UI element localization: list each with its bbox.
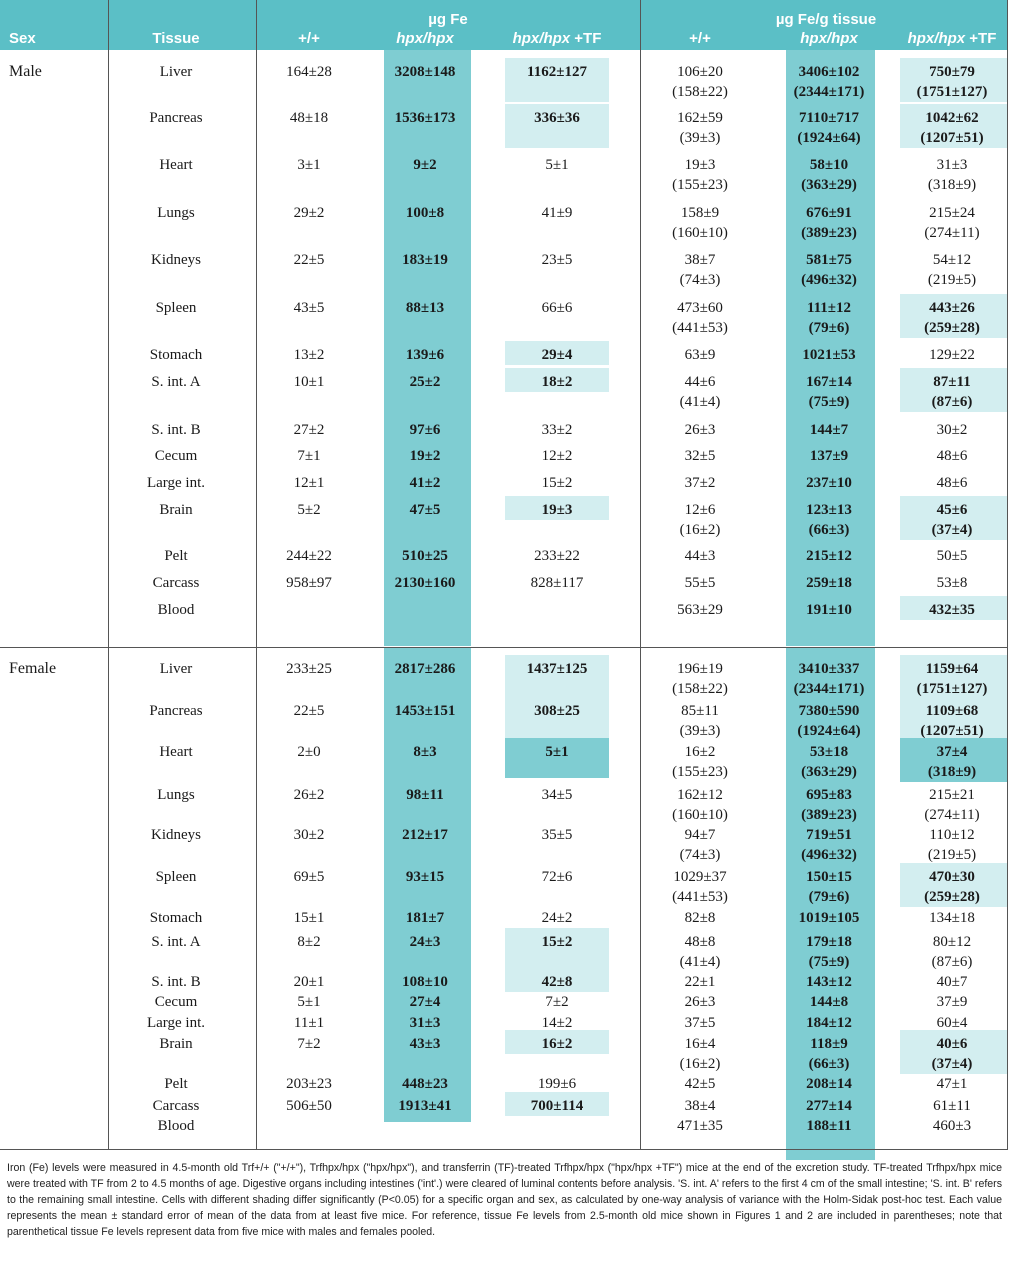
reference-value-cell: (87±6) [931, 394, 973, 410]
reference-value-cell: (155±23) [672, 764, 728, 780]
value-cell: 44±6 [684, 374, 716, 390]
value-cell: 137±9 [809, 448, 849, 464]
value-cell: 215±24 [929, 205, 975, 221]
tissue-label: Carcass [152, 1098, 200, 1114]
value-cell: 27±4 [409, 994, 441, 1010]
value-cell: 470±30 [929, 869, 975, 885]
value-cell: 7110±717 [799, 110, 859, 126]
value-cell: 20±1 [293, 974, 325, 990]
tissue-label: Stomach [149, 910, 203, 926]
value-cell: 48±6 [936, 475, 968, 491]
tissue-label: Pelt [164, 548, 188, 564]
value-cell: 12±2 [541, 448, 573, 464]
tissue-label: Large int. [146, 1015, 206, 1031]
value-cell: 259±18 [806, 575, 852, 591]
value-cell: 40±6 [936, 1036, 968, 1052]
header-tissue: Tissue [152, 30, 200, 47]
reference-value-cell: (363±29) [801, 177, 857, 193]
reference-value-cell: (160±10) [672, 225, 728, 241]
value-cell: 41±9 [541, 205, 573, 221]
reference-value-cell: (37±4) [931, 522, 973, 538]
divider-tissue [256, 0, 257, 1150]
value-cell: 123±13 [806, 502, 852, 518]
tissue-label: Lungs [157, 205, 195, 221]
value-cell: 563±29 [677, 602, 723, 618]
value-cell: 958±97 [286, 575, 332, 591]
reference-value-cell: (318±9) [927, 764, 977, 780]
value-cell: 72±6 [541, 869, 573, 885]
value-cell: 55±5 [684, 575, 716, 591]
value-cell: 3±1 [297, 157, 321, 173]
reference-value-cell: (1207±51) [920, 723, 984, 739]
value-cell: 277±14 [806, 1098, 852, 1114]
reference-value-cell: (274±11) [924, 225, 980, 241]
value-cell: 11±1 [293, 1015, 325, 1031]
value-cell: 1109±68 [925, 703, 979, 719]
value-cell: 23±5 [541, 252, 573, 268]
value-cell: 13±2 [293, 347, 325, 363]
value-cell: 34±5 [541, 787, 573, 803]
value-cell: 3208±148 [394, 64, 456, 80]
sex-label: Male [9, 63, 42, 80]
value-cell: 19±3 [684, 157, 716, 173]
value-cell: 129±22 [929, 347, 975, 363]
reference-value-cell: (87±6) [931, 954, 973, 970]
header-g-wt: +/+ [689, 30, 711, 47]
value-cell: 7±1 [297, 448, 321, 464]
value-cell: 2817±286 [394, 661, 456, 677]
value-cell: 139±6 [405, 347, 445, 363]
reference-value-cell: (259±28) [924, 889, 980, 905]
value-cell: 237±10 [806, 475, 852, 491]
value-cell: 581±75 [806, 252, 852, 268]
value-cell: 53±8 [936, 575, 968, 591]
reference-value-cell: (496±32) [801, 847, 857, 863]
value-cell: 828±117 [530, 575, 584, 591]
value-cell: 33±2 [541, 422, 573, 438]
reference-value-cell: (1924±64) [797, 723, 861, 739]
divider-bottom [0, 1149, 1008, 1150]
value-cell: 162±59 [677, 110, 723, 126]
value-cell: 38±7 [684, 252, 716, 268]
header-group-fe: µg Fe [428, 11, 468, 28]
value-cell: 27±2 [293, 422, 325, 438]
value-cell: 158±9 [680, 205, 720, 221]
tissue-label: Spleen [155, 300, 197, 316]
value-cell: 134±18 [929, 910, 975, 926]
value-cell: 48±8 [684, 934, 716, 950]
value-cell: 85±11 [681, 703, 719, 719]
reference-value-cell: (219±5) [927, 272, 977, 288]
sex-label: Female [9, 660, 57, 677]
value-cell: 37±9 [936, 994, 968, 1010]
value-cell: 66±6 [541, 300, 573, 316]
reference-value-cell: (2344±171) [793, 84, 865, 100]
value-cell: 15±1 [293, 910, 325, 926]
value-cell: 432±35 [929, 602, 975, 618]
value-cell: 26±3 [684, 994, 716, 1010]
value-cell: 118±9 [810, 1036, 848, 1052]
value-cell: 7±2 [545, 994, 569, 1010]
reference-value-cell: (363±29) [801, 764, 857, 780]
value-cell: 35±5 [541, 827, 573, 843]
value-cell: 9±2 [413, 157, 437, 173]
header-group-fe-per-g: µg Fe/g tissue [775, 11, 877, 28]
value-cell: 750±79 [929, 64, 975, 80]
value-cell: 443±26 [929, 300, 975, 316]
value-cell: 45±6 [936, 502, 968, 518]
value-cell: 5±2 [297, 502, 321, 518]
value-cell: 108±10 [402, 974, 448, 990]
reference-value-cell: (37±4) [931, 1056, 973, 1072]
value-cell: 215±21 [929, 787, 975, 803]
value-cell: 5±1 [545, 744, 569, 760]
value-cell: 53±18 [809, 744, 849, 760]
value-cell: 22±1 [684, 974, 716, 990]
tissue-label: S. int. A [151, 374, 201, 390]
value-cell: 25±2 [409, 374, 441, 390]
value-cell: 15±2 [541, 475, 573, 491]
value-cell: 2130±160 [394, 575, 456, 591]
reference-value-cell: (75±9) [808, 954, 850, 970]
value-cell: 88±13 [405, 300, 445, 316]
value-cell: 15±2 [541, 934, 573, 950]
reference-value-cell: (496±32) [801, 272, 857, 288]
value-cell: 1159±64 [925, 661, 979, 677]
value-cell: 110±12 [929, 827, 975, 843]
value-cell: 100±8 [405, 205, 445, 221]
value-cell: 164±28 [286, 64, 332, 80]
tissue-label: Cecum [154, 994, 198, 1010]
divider-right [1007, 0, 1008, 1150]
value-cell: 448±23 [402, 1076, 448, 1092]
value-cell: 19±2 [409, 448, 441, 464]
reference-value-cell: (158±22) [672, 681, 728, 697]
value-cell: 473±60 [677, 300, 723, 316]
reference-value-cell: (318±9) [927, 177, 977, 193]
value-cell: 167±14 [806, 374, 852, 390]
value-cell: 8±3 [413, 744, 437, 760]
reference-value-cell: (1751±127) [916, 681, 988, 697]
value-cell: 16±2 [684, 744, 716, 760]
tissue-label: Heart [159, 744, 193, 760]
tissue-label: Carcass [152, 575, 200, 591]
value-cell: 12±1 [293, 475, 325, 491]
reference-value-cell: (1751±127) [916, 84, 988, 100]
value-cell: 60±4 [936, 1015, 968, 1031]
value-cell: 208±14 [806, 1076, 852, 1092]
divider-sex [108, 0, 109, 1150]
value-cell: 3410±337 [798, 661, 860, 677]
value-cell: 47±1 [936, 1076, 968, 1092]
reference-value-cell: (160±10) [672, 807, 728, 823]
value-cell: 22±5 [293, 703, 325, 719]
reference-value-cell: (74±3) [679, 272, 721, 288]
value-cell: 50±5 [936, 548, 968, 564]
value-cell: 162±12 [677, 787, 723, 803]
value-cell: 48±18 [289, 110, 329, 126]
value-cell: 24±2 [541, 910, 573, 926]
value-cell: 510±25 [402, 548, 448, 564]
value-cell: 506±50 [286, 1098, 332, 1114]
value-cell: 471±35 [677, 1118, 723, 1134]
value-cell: 181±7 [405, 910, 445, 926]
divider-groups [640, 0, 641, 1150]
reference-value-cell: (1207±51) [920, 130, 984, 146]
value-cell: 18±2 [541, 374, 573, 390]
value-cell: 37±2 [684, 475, 716, 491]
value-cell: 26±3 [684, 422, 716, 438]
value-cell: 47±5 [409, 502, 441, 518]
value-cell: 7±2 [297, 1036, 321, 1052]
value-cell: 1042±62 [925, 110, 979, 126]
value-cell: 2±0 [297, 744, 321, 760]
value-cell: 58±10 [809, 157, 849, 173]
tissue-label: Heart [159, 157, 193, 173]
reference-value-cell: (39±3) [679, 130, 721, 146]
value-cell: 41±2 [409, 475, 441, 491]
value-cell: 40±7 [936, 974, 968, 990]
tissue-label: Stomach [149, 347, 203, 363]
value-cell: 43±5 [293, 300, 325, 316]
value-cell: 31±3 [936, 157, 968, 173]
value-cell: 1437±125 [526, 661, 588, 677]
reference-value-cell: (441±53) [672, 320, 728, 336]
value-cell: 19±3 [541, 502, 573, 518]
header-g-hpx: hpx/hpx [800, 30, 858, 47]
value-cell: 29±2 [293, 205, 325, 221]
reference-value-cell: (79±6) [808, 320, 850, 336]
value-cell: 212±17 [402, 827, 448, 843]
header-sex: Sex [9, 30, 36, 47]
value-cell: 1162±127 [527, 64, 587, 80]
value-cell: 12±6 [684, 502, 716, 518]
value-cell: 30±2 [936, 422, 968, 438]
tissue-label: S. int. B [151, 422, 201, 438]
header-g-hpx-tf: hpx/hpx +TF [907, 30, 997, 47]
value-cell: 22±5 [293, 252, 325, 268]
value-cell: 111±12 [806, 300, 852, 316]
table-footnote: Iron (Fe) levels were measured in 4.5-month old Trf+/+ ("+/+"), Trfhpx/hpx ("hpx/hpx"), and transferrin (TF)-treated Trfhpx/hpx ("hpx/hpx +TF") mice at the end of the excretion study. TF-treated Trfhpx/hpx mice were treated with TF from 2 to 4.5 months of age. Digestive organs including intestines ('int'.) were cleared of luminal contents before analysis. 'S. int. A' refers to the first 4 cm of the small intestine; 'S. int. B' refers to the remaining small intestine. Cells with different shading differ significantly (P<0.05) for a specific organ and sex, as calculated by one-way analysis of variance with the Holm-Sidak post-hoc test. Each value represents the mean ± standard error of mean of the data from at least five mice. For reference, tissue Fe levels from 2.5-month old mice shown in Figures 1 and 2 are included in parentheses; note that parenthetical tissue Fe levels represent data from five mice with males and females pooled. [7, 1162, 1002, 1238]
reference-value-cell: (74±3) [679, 847, 721, 863]
value-cell: 1019±105 [798, 910, 860, 926]
value-cell: 700±114 [530, 1098, 584, 1114]
reference-value-cell: (16±2) [679, 522, 721, 538]
value-cell: 143±12 [806, 974, 852, 990]
reference-value-cell: (79±6) [808, 889, 850, 905]
tissue-label: Cecum [154, 448, 198, 464]
reference-value-cell: (1924±64) [797, 130, 861, 146]
value-cell: 106±20 [677, 64, 723, 80]
tissue-label: Large int. [146, 475, 206, 491]
value-cell: 37±4 [936, 744, 968, 760]
value-cell: 97±6 [409, 422, 441, 438]
reference-value-cell: (41±4) [679, 394, 721, 410]
tissue-label: Liver [159, 64, 193, 80]
value-cell: 244±22 [286, 548, 332, 564]
value-cell: 7380±590 [798, 703, 860, 719]
value-cell: 8±2 [297, 934, 321, 950]
value-cell: 1913±41 [398, 1098, 452, 1114]
value-cell: 179±18 [806, 934, 852, 950]
value-cell: 460±3 [932, 1118, 972, 1134]
tissue-label: Liver [159, 661, 193, 677]
tissue-label: Spleen [155, 869, 197, 885]
value-cell: 183±19 [402, 252, 448, 268]
value-cell: 54±12 [932, 252, 972, 268]
reference-value-cell: (259±28) [924, 320, 980, 336]
value-cell: 3406±102 [798, 64, 860, 80]
value-cell: 30±2 [293, 827, 325, 843]
value-cell: 1021±53 [802, 347, 856, 363]
tissue-label: Pancreas [149, 703, 203, 719]
reference-value-cell: (158±22) [672, 84, 728, 100]
tissue-label: Brain [159, 1036, 193, 1052]
value-cell: 98±11 [406, 787, 444, 803]
reference-value-cell: (2344±171) [793, 681, 865, 697]
value-cell: 188±11 [806, 1118, 852, 1134]
value-cell: 80±12 [932, 934, 972, 950]
reference-value-cell: (441±53) [672, 889, 728, 905]
value-cell: 63±9 [684, 347, 716, 363]
value-cell: 10±1 [293, 374, 325, 390]
value-cell: 233±25 [286, 661, 332, 677]
value-cell: 24±3 [409, 934, 441, 950]
reference-value-cell: (389±23) [801, 225, 857, 241]
value-cell: 44±3 [684, 548, 716, 564]
tissue-label: Pancreas [149, 110, 203, 126]
value-cell: 191±10 [806, 602, 852, 618]
value-cell: 43±3 [409, 1036, 441, 1052]
value-cell: 1453±151 [394, 703, 456, 719]
tissue-label: S. int. B [151, 974, 201, 990]
value-cell: 196±19 [677, 661, 723, 677]
value-cell: 144±8 [809, 994, 849, 1010]
reference-value-cell: (66±3) [808, 522, 850, 538]
value-cell: 82±8 [684, 910, 716, 926]
value-cell: 32±5 [684, 448, 716, 464]
tissue-label: Blood [157, 602, 195, 618]
reference-value-cell: (274±11) [924, 807, 980, 823]
value-cell: 233±22 [534, 548, 580, 564]
value-cell: 215±12 [806, 548, 852, 564]
tissue-label: Lungs [157, 787, 195, 803]
tissue-label: S. int. A [151, 934, 201, 950]
value-cell: 203±23 [286, 1076, 332, 1092]
tissue-label: Brain [159, 502, 193, 518]
reference-value-cell: (155±23) [672, 177, 728, 193]
reference-value-cell: (41±4) [679, 954, 721, 970]
value-cell: 676±91 [806, 205, 852, 221]
value-cell: 719±51 [806, 827, 852, 843]
value-cell: 308±25 [534, 703, 580, 719]
reference-value-cell: (66±3) [808, 1056, 850, 1072]
value-cell: 5±1 [297, 994, 321, 1010]
tissue-label: Kidneys [151, 827, 201, 843]
reference-value-cell: (75±9) [808, 394, 850, 410]
value-cell: 16±2 [541, 1036, 573, 1052]
divider-male-female [0, 647, 1008, 648]
value-cell: 184±12 [806, 1015, 852, 1031]
value-cell: 94±7 [684, 827, 716, 843]
value-cell: 26±2 [293, 787, 325, 803]
value-cell: 48±6 [936, 448, 968, 464]
value-cell: 93±15 [405, 869, 445, 885]
value-cell: 29±4 [541, 347, 573, 363]
value-cell: 5±1 [545, 157, 569, 173]
tissue-label: Blood [157, 1118, 195, 1134]
value-cell: 61±11 [933, 1098, 971, 1114]
reference-value-cell: (16±2) [679, 1056, 721, 1072]
value-cell: 87±11 [933, 374, 971, 390]
tissue-label: Kidneys [151, 252, 201, 268]
header-wt: +/+ [298, 30, 320, 47]
value-cell: 336±36 [534, 110, 580, 126]
value-cell: 69±5 [293, 869, 325, 885]
value-cell: 42±8 [541, 974, 573, 990]
value-cell: 1536±173 [394, 110, 456, 126]
value-cell: 31±3 [409, 1015, 441, 1031]
value-cell: 37±5 [684, 1015, 716, 1031]
value-cell: 38±4 [684, 1098, 716, 1114]
tissue-label: Pelt [164, 1076, 188, 1092]
value-cell: 695±83 [806, 787, 852, 803]
header-hpx-tf: hpx/hpx +TF [512, 30, 602, 47]
value-cell: 42±5 [684, 1076, 716, 1092]
reference-value-cell: (389±23) [801, 807, 857, 823]
value-cell: 1029±37 [673, 869, 727, 885]
reference-value-cell: (219±5) [927, 847, 977, 863]
value-cell: 199±6 [537, 1076, 577, 1092]
value-cell: 16±4 [684, 1036, 716, 1052]
value-cell: 144±7 [809, 422, 849, 438]
value-cell: 14±2 [541, 1015, 573, 1031]
value-cell: 150±15 [806, 869, 852, 885]
reference-value-cell: (39±3) [679, 723, 721, 739]
header-hpx: hpx/hpx [396, 30, 454, 47]
